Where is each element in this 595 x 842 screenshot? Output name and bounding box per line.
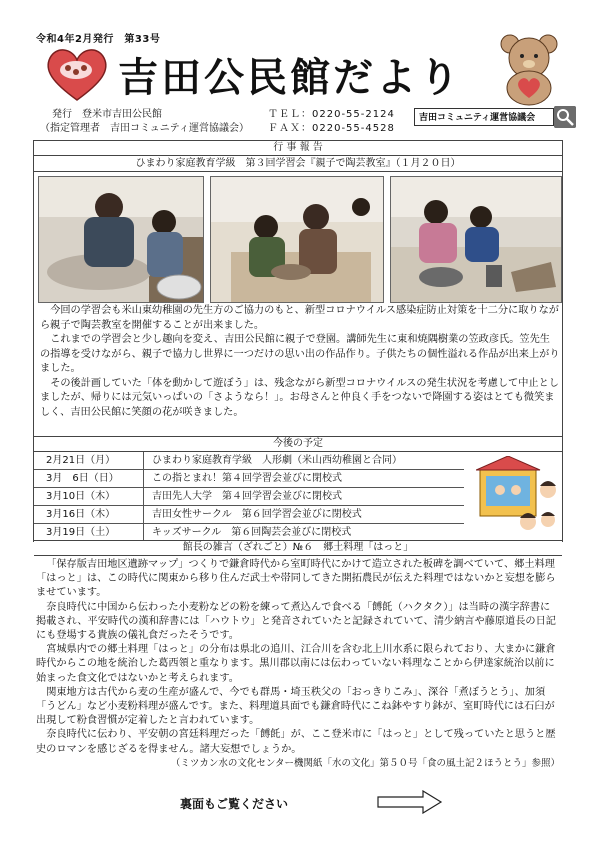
publisher-line: 発行 登米市吉田公民館: [52, 109, 162, 120]
publisher-info: [40, 108, 249, 136]
photo-pottery-1: [38, 176, 204, 303]
newsletter-title: 吉田公民館だより: [118, 55, 462, 101]
search-box[interactable]: 吉田コミュニティ運営協議会: [414, 108, 554, 126]
schedule-row: [34, 470, 464, 488]
bear-icon: [496, 32, 562, 106]
column-paragraph: 関東地方は古代から麦の生産が盛んで、今でも群馬・埼玉秩父の「おっきりこみ」、深谷「煮ぼうとう」、加須「うどん」など小麦粉料理が盛んです。また、料理道具面でも鎌倉時代にこね鉢やすり鉢が、室町時代には石臼が出現して粉食習慣が定着したと言われています。: [36, 686, 555, 727]
fax-number: ＦＡＸ：0220-55-4528: [268, 123, 395, 134]
report-subtitle: ひまわり家庭教育学級 第３回学習会『親子で陶芸教室』（１月２０日）: [34, 157, 562, 172]
schedule-date: 3月 6日（日）: [34, 470, 144, 487]
manager-line: （指定管理者 吉田コミュニティ運営協議会）: [40, 123, 249, 134]
schedule-date: 3月10日（木）: [34, 488, 144, 505]
search-icon[interactable]: [554, 106, 576, 128]
photo-pottery-3: [390, 176, 562, 303]
contact-info: [268, 108, 395, 136]
arrow-right-icon: [377, 790, 443, 814]
report-paragraph: これまでの学習会と少し趣向を変え、吉田公民館に親子で登園。講師先生に東和焼隅樹業の笠政彦氏。笠先生の指導を受けながら、親子で協力し世界に一つだけの思い出の作品作り。子供たちの個性溢れる作品が出来上がりました。: [40, 334, 560, 374]
schedule-date: 3月16日（木）: [34, 506, 144, 523]
tel-number: ＴＥＬ：0220-55-2124: [268, 109, 395, 120]
heart-icon: [42, 42, 112, 104]
report-body: [40, 304, 560, 420]
schedule-event: 吉田女性サークル 第６回学習会並びに閉校式: [152, 509, 362, 520]
column-section-title: 館長の雑言（ざれごと）№６ 郷土料理「はっと」: [34, 540, 562, 556]
column-paragraph: 「保存版吉田地区遺跡マップ」つくりで鎌倉時代から室町時代にかけて造立された板碑を調べていて、郷土料理「はっと」は、この時代に関東から移り住んだ武士や帯同してきた開拓農民が伝えた料理ではないかと妄想を膨らませています。: [36, 559, 556, 599]
column-paragraph: 奈良時代に伝わり、平安朝の宮廷料理だった「餺飥」が、ここ登米市に「はっと」として残っていたと思うと歴史のロマンを感じざるを得ません。諸大妄想でしょうか。: [36, 729, 556, 755]
column-paragraph: 宮城県内での郷土料理「はっと」の分布は県北の追川、江合川を含む北上川水系に限られており、大まかに鎌倉時代からこの地を統治した葛西領と重なります。黒川郡以南には伝わっていない料理なことから伊達家統治以前に始まった食文化ではないかと考えられます。: [36, 644, 556, 684]
report-paragraph: 今回の学習会も米山東幼稚園の先生方のご協力のもと、新型コロナウイルス感染症防止対策を十二分に取りながら親子で陶芸教室を開催することが出来ました。: [40, 305, 559, 331]
footer-note: 裏面もご覧ください: [180, 797, 289, 811]
schedule-table: [34, 452, 464, 542]
report-section-title: 行 事 報 告: [34, 140, 562, 156]
schedule-row: [34, 488, 464, 506]
column-paragraph: 奈良時代に中国から伝わった小麦粉などの粉を練って煮込んで食べる「餺飥（ハクタク）」は当時の漢字辞書に掲載され、平安時代の漢和辞書には「ハウトウ」と発音されていたと記録されていて、清少納言や藤原道長の日記にも登場する貴族の儀礼食だったそうです。: [36, 601, 556, 642]
photo-pottery-2: [210, 176, 384, 303]
schedule-event: ひまわり家庭教育学級 人形劇（米山西幼稚園と合同）: [152, 455, 402, 466]
report-paragraph: その後計画していた「体を動かして遊ぼう」は、残念ながら新型コロナウイルスの発生状況を考慮して中止としましたが、帰りには元気いっぱいの「さようなら！」。お母さんと仲良く手をつないで降園する姿はとても微笑ましく、吉田公民館に笑顔の花が咲きました。: [40, 377, 559, 418]
column-citation: （ミツカン水の文化センター機関紙「水の文化」第５０号「食の風土記２ほうとう」参照）: [170, 757, 560, 769]
schedule-row: [34, 452, 464, 470]
schedule-event: この指とまれ！第４回学習会並びに閉校式: [152, 473, 342, 484]
issue-number: 令和4年2月発行 第33号: [36, 34, 161, 45]
schedule-row: [34, 506, 464, 524]
schedule-section-title: 今後の予定: [34, 436, 562, 452]
schedule-date: 2月21日（月）: [34, 452, 144, 469]
puppet-show-icon: [476, 456, 562, 536]
column-body: [36, 558, 560, 771]
schedule-date: 3月19日（土）: [34, 524, 144, 541]
schedule-event: 吉田先人大学 第４回学習会並びに閉校式: [152, 491, 342, 502]
schedule-event: キッズサークル 第６回陶芸会並びに閉校式: [152, 527, 352, 538]
